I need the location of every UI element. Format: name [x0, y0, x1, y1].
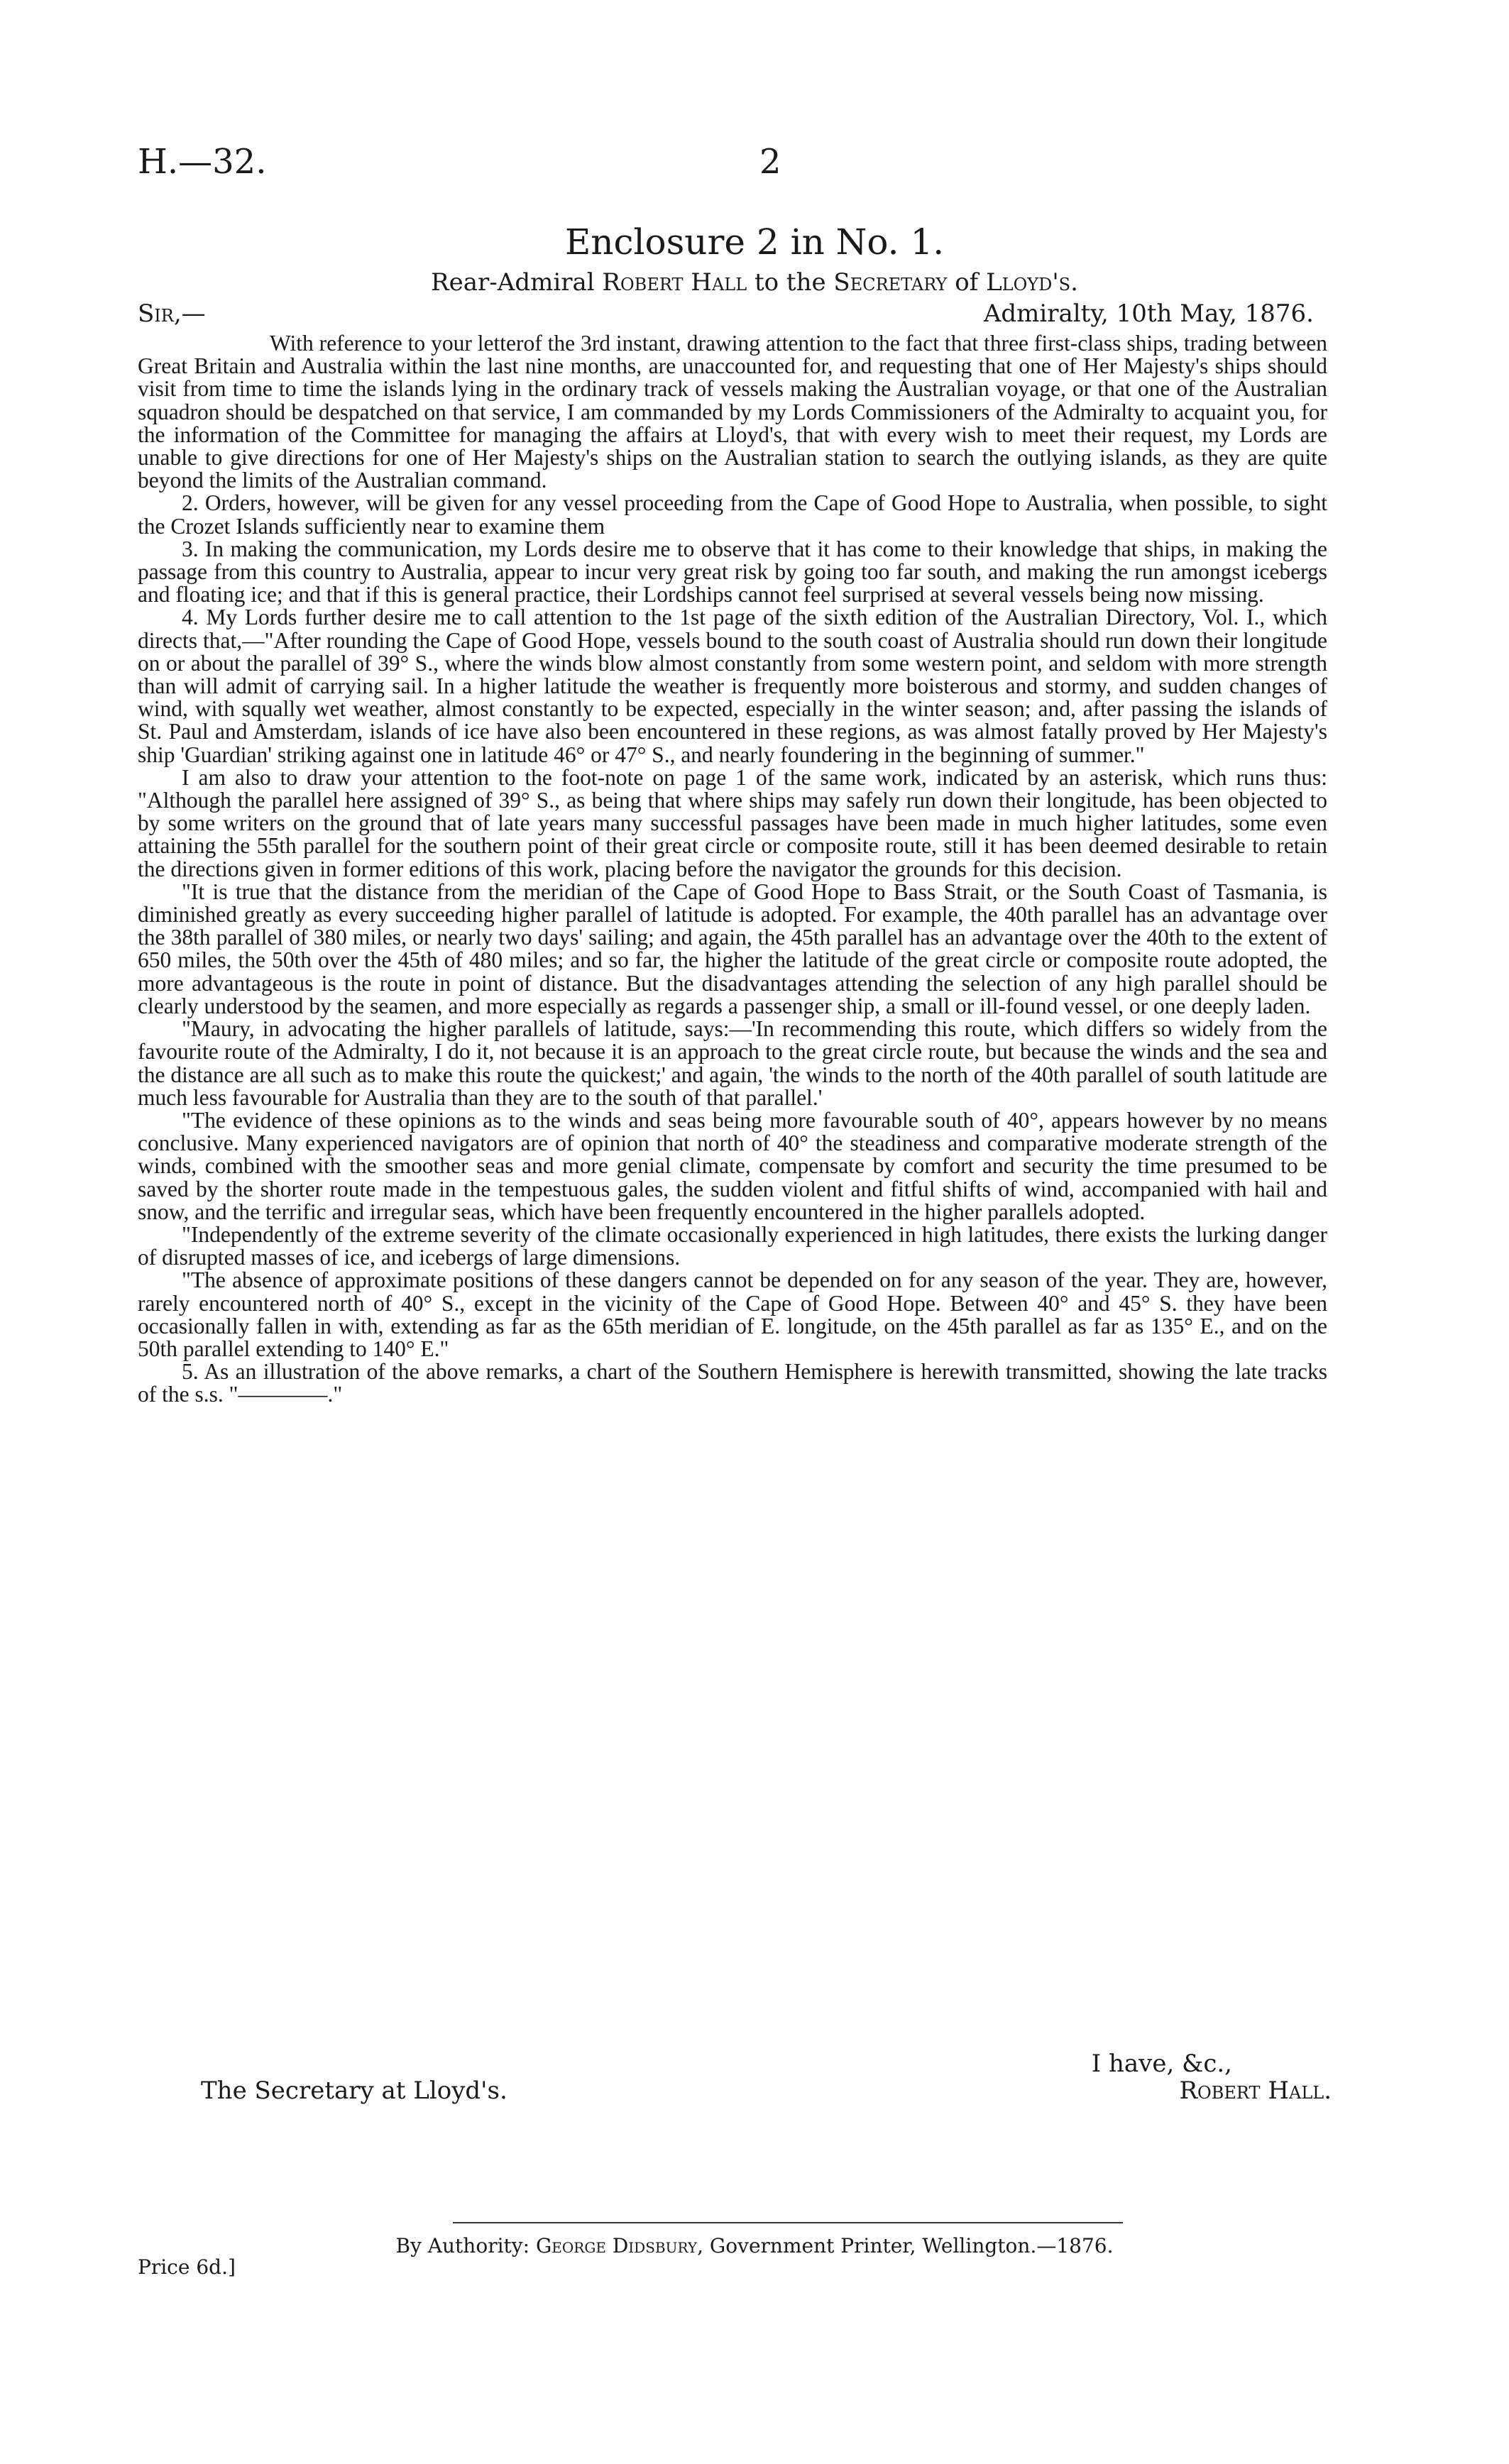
- heading-part: Rear-Admiral: [431, 268, 603, 297]
- price-note: Price 6d.]: [138, 2255, 236, 2279]
- lloyds-name: Lloyd's: [986, 268, 1071, 297]
- paragraph: 2. Orders, however, will be given for any vessel proceeding from the Cape of Good Hope to Australia, when possible, to sight the Crozet Islands sufficiently near to examine them: [138, 490, 1327, 539]
- heading-part: .: [1070, 268, 1078, 297]
- sender-name: Robert Hall: [602, 268, 747, 297]
- paragraph: "It is true that the distance from the meridian of the Cape of Good Hope to Bass Strait, or the South Coast of Tasmania, is diminished greatly as every succeeding higher parallel of latitude is adopted. For example, the 40th parallel has an advantage over the 38th parallel of 380 miles, or nearly two days' sailing; and again, the 45th parallel has an advantage over the 40th to the extent of 650 miles, the 50th over the 45th of 480 miles; and so far, the higher the latitude of the great circle or composite route adopted, the more advantageous is the route in point of distance. But the disadvantages attending the selection of any high parallel should be clearly understood by the seamen, and more especially as regards a passenger ship, a small or ill-found vessel, or one deeply laden.: [138, 879, 1327, 1018]
- page-title: Enclosure 2 in No. 1.: [564, 221, 945, 263]
- printer-imprint: [0, 2234, 1509, 2257]
- recipient-line: The Secretary at Lloyd's.: [201, 2077, 507, 2105]
- heading-part: to the: [747, 268, 834, 297]
- recipient-title: Secretary: [833, 268, 948, 297]
- letter-heading: [0, 268, 1509, 297]
- signature: Robert Hall.: [1179, 2077, 1332, 2105]
- paragraph: "The evidence of these opinions as to the winds and seas being more favourable south of 40°, appears however by no means conclusive. Many experienced navigators are of opinion that north of 40° the steadiness and comparative moderate strength of the winds, combined with the smoother seas and more genial climate, compensate by comfort and security the time presumed to be saved by the shorter route made in the tempestuous gales, the sudden violent and fitful shifts of wind, accompanied with hail and snow, and the terrific and irregular seas, which have been frequently encountered in the higher parallels adopted.: [138, 1107, 1327, 1224]
- paragraph: "The absence of approximate positions of these dangers cannot be depended on for any season of the year. They are, however, rarely encountered north of 40° S., except in the vicinity of the Cape of Good Hope. Between 40° and 45° S. they have been occasionally fallen in with, extending as far as the 65th meridian of E. longitude, on the 45th parallel as far as 135° E., and on the 50th parallel extending to 140° E.": [138, 1267, 1327, 1361]
- paragraph: 3. In making the communication, my Lords desire me to observe that it has come to their knowledge that ships, in making the passage from this country to Australia, appear to incur very great risk by going too far south, and making the run amongst icebergs and floating ice; and that if this is general practice, their Lordships cannot feel surprised at several vessels being now missing.: [138, 536, 1327, 607]
- paragraph: I am also to draw your attention to the foot-note on page 1 of the same work, indicated by an asterisk, which runs thus: "Although the parallel here assigned of 39° S., as being that where ships may safely run down their longitude, has been objected to by some writers on the ground that of late years many successful passages have been made in much higher latitudes, some even attaining the 55th parallel for the southern point of their great circle or composite route, still it has been deemed desirable to retain the directions given in former editions of this work, placing before the navigator the grounds for this decision.: [138, 764, 1327, 881]
- imprint-part: , Government Printer, Wellington.—1876.: [697, 2234, 1114, 2257]
- salutation: Sir,—: [138, 299, 206, 328]
- dateline: Admiralty, 10th May, 1876.: [983, 299, 1314, 328]
- footer-divider: [453, 2222, 1123, 2223]
- paragraph: 5. As an illustration of the above remarks, a chart of the Southern Hemisphere is herewith transmitted, showing the late tracks of the s.s. "————.": [138, 1359, 1327, 1407]
- paragraph: "Maury, in advocating the higher parallels of latitude, says:—'In recommending this route, which differs so widely from the favourite route of the Admiralty, I do it, not because it is an approach to the great circle route, but because the winds and the sea and the distance are all such as to make this route the quickest;' and again, 'the winds to the north of the 40th parallel of south latitude are much less favourable for Australia than they are to the south of that parallel.': [138, 1016, 1327, 1110]
- printer-name: George Didsbury: [535, 2234, 698, 2257]
- page-number: 2: [759, 142, 781, 182]
- closing-phrase: I have, &c.,: [1091, 2050, 1232, 2078]
- paragraph: With reference to your letterof the 3rd instant, drawing attention to the fact that three first-class ships, trading between Great Britain and Australia within the last nine months, are unaccounted for, and requesting that one of Her Majesty's ships should visit from time to time the islands lying in the ordinary track of vessels making the Australian voyage, or that one of the Australian squadron should be despatched on that service, I am commanded by my Lords Commissioners of the Admiralty to acquaint you, for the information of the Committee for managing the affairs at Lloyd's, that with every wish to meet their request, my Lords are unable to give directions for one of Her Majesty's ships on the Australian station to search the outlying islands, as they are quite beyond the limits of the Australian command.: [138, 331, 1327, 493]
- paragraph: 4. My Lords further desire me to call attention to the 1st page of the sixth edition of the Australian Directory, Vol. I., which directs that,—"After rounding the Cape of Good Hope, vessels bound to the south coast of Australia should run down their longitude on or about the parallel of 39° S., where the winds blow almost constantly from some western point, and seldom with more strength than will admit of carrying sail. In a higher latitude the weather is frequently more boisterous and stormy, and sudden changes of wind, with squally wet weather, almost constantly to be expected, especially in the winter season; and, after passing the islands of St. Paul and Amsterdam, islands of ice have also been encountered in these regions, as was almost fatally proved by Her Majesty's ship 'Guardian' striking against one in latitude 46° or 47° S., and nearly foundering in the beginning of summer.": [138, 605, 1327, 767]
- document-reference: H.—32.: [138, 142, 267, 182]
- heading-part: of: [947, 268, 987, 297]
- letter-body: [138, 332, 1327, 1407]
- paragraph: "Independently of the extreme severity of the climate occasionally experienced in high latitudes, there exists the lurking danger of disrupted masses of ice, and icebergs of large dimensions.: [138, 1221, 1327, 1270]
- imprint-part: By Authority:: [395, 2234, 536, 2257]
